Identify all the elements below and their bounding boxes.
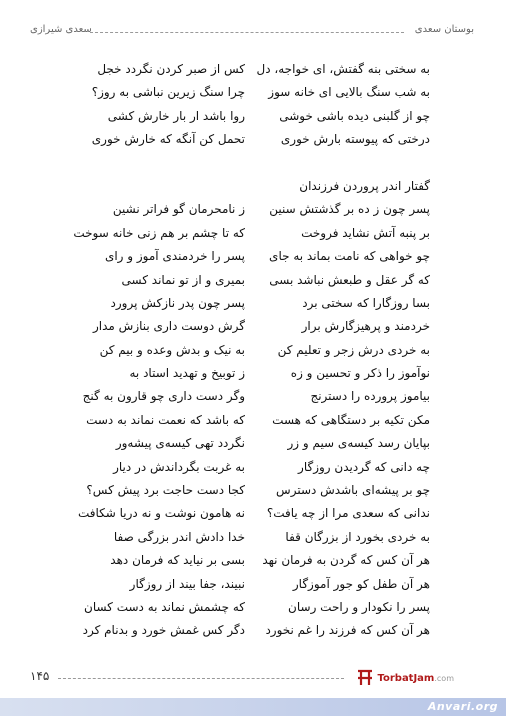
first-hemistich: بر پنبه آتش نشاید فروخت (301, 225, 430, 240)
first-hemistich: به خردی درش زجر و تعلیم کن (277, 342, 430, 357)
verse-row (70, 385, 430, 408)
verse-row (70, 432, 430, 455)
second-hemistich: نه هامون نوشت و نه دریا شکافت (77, 506, 245, 521)
verse-row (70, 105, 430, 128)
second-hemistich: خدا دادش اندر بزرگی صفا (113, 529, 245, 544)
book-title: بوستان سعدی (414, 24, 474, 35)
first-hemistich: هر آن کس که فرزند را غم نخورد (265, 623, 430, 638)
verse-row (70, 269, 430, 292)
first-hemistich: چه دانی که گردیدن روزگار (298, 459, 430, 474)
first-hemistich: پسر چون ز ده بر گذشتش سنین (269, 202, 430, 217)
verse-row (70, 456, 430, 479)
verse-row (70, 596, 430, 619)
first-hemistich: مکن تکیه بر دستگاهی که هست (272, 412, 430, 427)
first-hemistich: هر آن طفل کو جور آموزگار (292, 576, 430, 591)
second-hemistich: بمیری و از تو نماند کسی (121, 272, 245, 287)
second-hemistich: کس از صبر کردن نگردد خجل (97, 62, 245, 76)
watermark-bar (0, 698, 506, 716)
verse-row (70, 409, 430, 432)
page-footer (30, 667, 474, 689)
verse-row (70, 573, 430, 596)
watermark-text: Anvari.org (427, 700, 498, 713)
first-hemistich: خردمند و پرهیزگارش برار (301, 319, 430, 334)
poem-section-1 (70, 58, 430, 152)
second-hemistich: به نیک و بدش وعده و بیم کن (99, 342, 245, 357)
verse-row (70, 81, 430, 104)
first-hemistich: ندانی که سعدی مرا از چه یافت؟ (266, 506, 430, 521)
second-hemistich: دگر کس غمش خورد و بدنام کرد (82, 623, 245, 638)
site-logo[interactable] (356, 667, 454, 689)
second-hemistich: پسر چون پدر نازکش پرورد (110, 295, 245, 310)
footer-rule (58, 678, 344, 679)
second-hemistich: ز توبیخ و تهدید استاد به (129, 366, 245, 381)
second-hemistich: روا باشد ار بار خارش کشی (107, 108, 245, 123)
page-number: ۱۴۵ (30, 669, 50, 683)
first-hemistich: چو بر پیشه‌ای باشدش دسترس (276, 483, 430, 498)
second-hemistich: پسر را خردمندی آموز و رای (104, 249, 245, 264)
second-hemistich: بسی بر نیاید که فرمان دهد (110, 553, 245, 568)
verse-row (70, 58, 430, 81)
first-hemistich: چو از گلبنی دیده باشی خوشی (279, 108, 430, 123)
logo-text: TorbatJam.com (377, 672, 454, 684)
poem-body (70, 58, 430, 643)
first-hemistich: نوآموز را ذکر و تحسین و زه (290, 366, 430, 381)
verse-row (70, 245, 430, 268)
verse-row (70, 526, 430, 549)
verse-row (70, 479, 430, 502)
first-hemistich: به خردی بخورد از بزرگان قفا (285, 529, 430, 544)
second-hemistich: که تا چشم بر هم زنی خانه سوخت (73, 225, 245, 240)
verse-row (70, 339, 430, 362)
verse-row (70, 198, 430, 221)
verse-row (70, 222, 430, 245)
verse-row (70, 619, 430, 642)
torbatjam-logo-icon (356, 668, 374, 688)
second-hemistich: گرش دوست داری بنازش مدار (93, 319, 245, 334)
second-hemistich: نگردد تهی کیسه‌ی پیشه‌ور (115, 436, 245, 451)
first-hemistich: درختی که پیوسته بارش خوری (280, 132, 430, 147)
verse-row (70, 549, 430, 572)
section-spacer (70, 152, 430, 175)
author-name: سعدی شیرازی (30, 24, 92, 35)
second-hemistich: تحمل کن آنگه که خارش خوری (91, 132, 245, 147)
verse-row (70, 362, 430, 385)
first-hemistich: بیاموز پرورده را دسترنج (310, 389, 430, 404)
section-title-row (70, 175, 430, 198)
second-hemistich: وگر دست داری چو قارون به گنج (82, 389, 245, 404)
second-hemistich: کجا دست حاجت برد پیش کس؟ (86, 483, 245, 498)
header-rule (90, 32, 404, 33)
poem-section-2 (70, 198, 430, 642)
first-hemistich: هر آن کس که گردن به فرمان نهد (262, 553, 430, 568)
second-hemistich: ز نامحرمان گو فراتر نشین (112, 202, 245, 217)
first-hemistich: بسا روزگارا که سختی برد (302, 295, 430, 310)
verse-row (70, 315, 430, 338)
second-hemistich: که چشمش نماند به دست کسان (84, 599, 245, 614)
section-title: گفتار اندر پروردن فرزندان (299, 178, 430, 193)
first-hemistich: به شب سنگ بالایی ای خانه سوز (268, 85, 430, 100)
first-hemistich: به سختی بنه گفتش، ای خواجه، دل (256, 62, 430, 76)
second-hemistich: چرا سنگ زیرین نباشی به روز؟ (91, 85, 245, 100)
first-hemistich: چو خواهی که نامت بماند به جای (269, 249, 430, 264)
verse-row (70, 292, 430, 315)
second-hemistich: به غربت بگرداندش در دیار (113, 459, 245, 474)
page-header (30, 24, 474, 40)
first-hemistich: پسر را نکودار و راحت رسان (288, 599, 430, 614)
verse-row (70, 502, 430, 525)
first-hemistich: که گر عقل و طبعش نباشد بسی (269, 272, 430, 287)
second-hemistich: که باشد که نعمت نماند به دست (86, 412, 245, 427)
first-hemistich: بپایان رسد کیسه‌ی سیم و زر (287, 436, 430, 451)
second-hemistich: نبیند، جفا بیند از روزگار (129, 576, 245, 591)
verse-row (70, 128, 430, 151)
